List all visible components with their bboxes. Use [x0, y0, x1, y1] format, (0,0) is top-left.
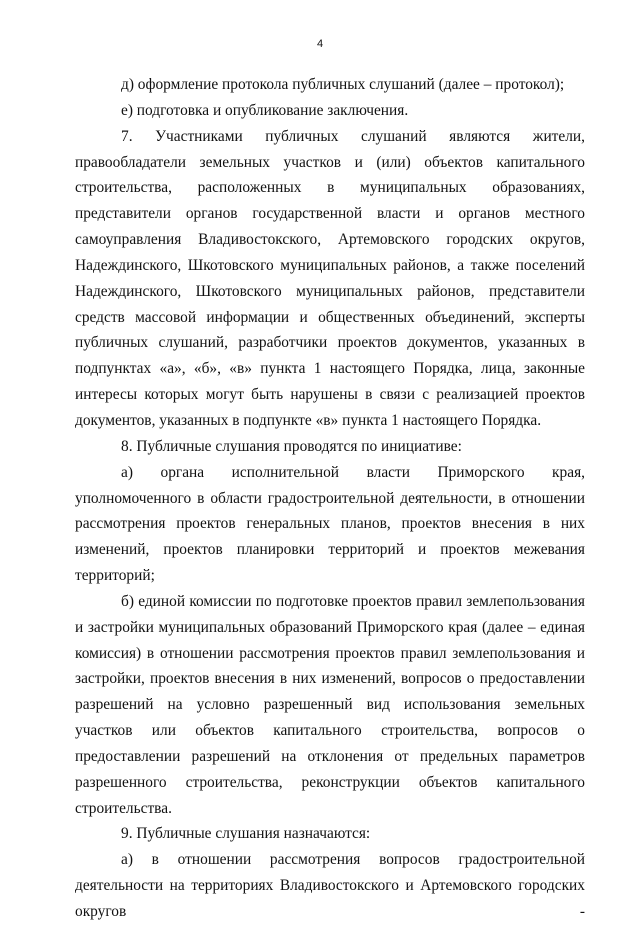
paragraph-item-e: е) подготовка и опубликование заключения. [121, 101, 409, 119]
page-number: 4 [316, 38, 324, 50]
paragraph-8-initiative: 8. Публичные слушания проводятся по инициативе: [121, 437, 462, 455]
paragraph-item-d: д) оформление протокола публичных слушаний (далее – протокол); [121, 76, 565, 93]
paragraph-7-participants: 7. Участниками публичных слушаний являются жители, правообладатели земельных участков и (или) объектов капитального строительства, расположенных в муниципальных образованиях, представители органов государственной власти и органов местного самоуправления Владивостокского, Артемовского городских округов, Надеждинского, Шкотовского муниципальных районов, а также поселений Надеждинского, Шкотовского муниципальных районов, представители средств массовой информации и общественных объединений, эксперты публичных слушаний, разработчики проектов документов, указанных в подпунктах «а», «б», «в» пункта 1 настоящего Порядка, лица, законные интересы которых могут быть нарушены в связи с реализацией проектов документов, указанных в подпункте «в» пункта 1 настоящего Порядка. [75, 127, 585, 429]
paragraph-8a: а) органа исполнительной власти Приморского края, уполномоченного в области градостроительной деятельности, в отношении рассмотрения проектов генеральных планов, проектов внесения в них изменений, проектов планировки территорий и проектов межевания территорий; [75, 463, 585, 585]
paragraph-8b: б) единой комиссии по подготовке проектов правил землепользования и застройки муниципальных образований Приморского края (далее – единая комиссия) в отношении рассмотрения проектов правил землепользования и застройки, проектов внесения в них изменений, вопросов о предоставлении разрешений на условно разрешенный вид использования земельных участков или объектов капитального строительства, вопросов о предоставлении разрешений на отклонения от предельных параметров разрешенного строительства, реконструкции объектов капитального строительства. [75, 592, 585, 817]
document-body [75, 72, 585, 925]
paragraph-9a: а) в отношении рассмотрения вопросов градостроительной деятельности на территориях Владивостокского и Артемовского городских округов - [75, 851, 585, 920]
paragraph-9-scheduled: 9. Публичные слушания назначаются: [121, 825, 371, 843]
